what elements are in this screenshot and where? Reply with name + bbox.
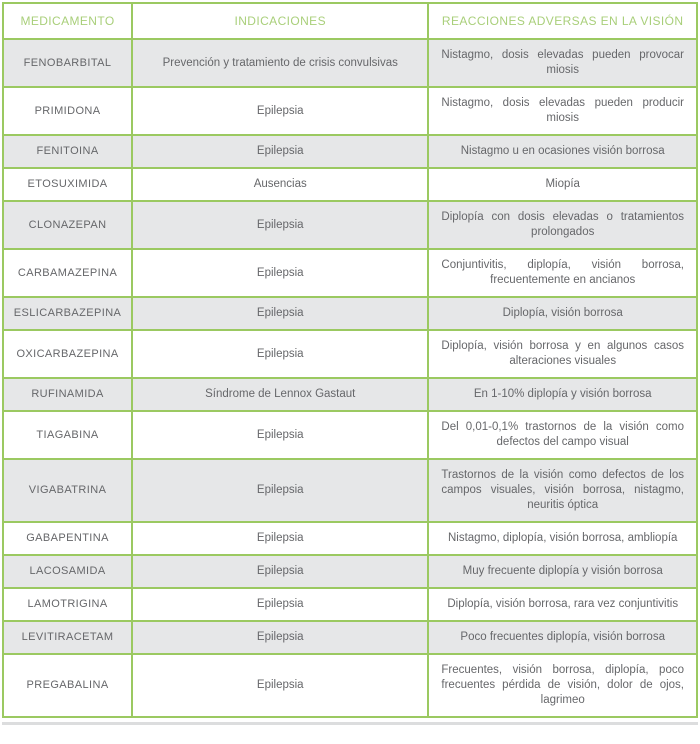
cell-medicamento: LACOSAMIDA — [3, 555, 132, 588]
cell-indicaciones: Epilepsia — [132, 588, 428, 621]
cell-medicamento: OXICARBAZEPINA — [3, 330, 132, 378]
cell-medicamento: CARBAMAZEPINA — [3, 249, 132, 297]
cell-medicamento: FENOBARBITAL — [3, 39, 132, 87]
table-row — [3, 135, 697, 168]
cell-reacciones: Conjuntivitis, diplopía, visión borrosa, frecuentemente en ancianos — [428, 249, 697, 297]
cell-reacciones: Trastornos de la visión como defectos de los campos visuales, visión borrosa, nistagmo, neuritis óptica — [428, 459, 697, 522]
cell-reacciones: Diplopía con dosis elevadas o tratamientos prolongados — [428, 201, 697, 249]
cell-reacciones: Frecuentes, visión borrosa, diplopía, poco frecuentes pérdida de visión, dolor de ojos, lagrimeo — [428, 654, 697, 717]
cell-reacciones: Miopía — [428, 168, 697, 201]
cell-reacciones: Muy frecuente diplopía y visión borrosa — [428, 555, 697, 588]
table-row — [3, 330, 697, 378]
cell-medicamento: RUFINAMIDA — [3, 378, 132, 411]
cell-medicamento: ESLICARBAZEPINA — [3, 297, 132, 330]
header-row — [3, 3, 697, 39]
cell-indicaciones: Síndrome de Lennox Gastaut — [132, 378, 428, 411]
cell-indicaciones: Prevención y tratamiento de crisis convulsivas — [132, 39, 428, 87]
cell-indicaciones: Epilepsia — [132, 411, 428, 459]
table-row — [3, 201, 697, 249]
cell-indicaciones: Epilepsia — [132, 201, 428, 249]
cell-reacciones: Diplopía, visión borrosa, rara vez conjuntivitis — [428, 588, 697, 621]
cell-medicamento: PRIMIDONA — [3, 87, 132, 135]
medication-table — [2, 2, 698, 718]
cell-reacciones: En 1-10% diplopía y visión borrosa — [428, 378, 697, 411]
cell-indicaciones: Epilepsia — [132, 87, 428, 135]
cell-medicamento: CLONAZEPAN — [3, 201, 132, 249]
table-row — [3, 249, 697, 297]
cell-indicaciones: Epilepsia — [132, 522, 428, 555]
table-row — [3, 168, 697, 201]
header-reacciones: REACCIONES ADVERSAS EN LA VISIÓN — [428, 3, 697, 39]
cell-medicamento: PREGABALINA — [3, 654, 132, 717]
table-row — [3, 522, 697, 555]
cell-medicamento: FENITOINA — [3, 135, 132, 168]
cell-medicamento: LAMOTRIGINA — [3, 588, 132, 621]
cell-reacciones: Del 0,01-0,1% trastornos de la visión como defectos del campo visual — [428, 411, 697, 459]
cell-reacciones: Diplopía, visión borrosa — [428, 297, 697, 330]
table-row — [3, 459, 697, 522]
table-row — [3, 39, 697, 87]
table-row — [3, 654, 697, 717]
table-row — [3, 621, 697, 654]
cell-reacciones: Nistagmo u en ocasiones visión borrosa — [428, 135, 697, 168]
header-indicaciones: INDICACIONES — [132, 3, 428, 39]
table-row — [3, 411, 697, 459]
table-row — [3, 555, 697, 588]
table-body — [3, 39, 697, 717]
cell-medicamento: ETOSUXIMIDA — [3, 168, 132, 201]
cell-indicaciones: Epilepsia — [132, 621, 428, 654]
cell-indicaciones: Epilepsia — [132, 249, 428, 297]
table-row — [3, 87, 697, 135]
cell-indicaciones: Ausencias — [132, 168, 428, 201]
cell-medicamento: GABAPENTINA — [3, 522, 132, 555]
cell-medicamento: LEVITIRACETAM — [3, 621, 132, 654]
cell-indicaciones: Epilepsia — [132, 654, 428, 717]
cell-indicaciones: Epilepsia — [132, 555, 428, 588]
table-row — [3, 588, 697, 621]
cell-medicamento: VIGABATRINA — [3, 459, 132, 522]
cell-reacciones: Nistagmo, dosis elevadas pueden provocar miosis — [428, 39, 697, 87]
table-row — [3, 297, 697, 330]
table-row — [3, 378, 697, 411]
cell-indicaciones: Epilepsia — [132, 297, 428, 330]
cell-indicaciones: Epilepsia — [132, 330, 428, 378]
cell-indicaciones: Epilepsia — [132, 459, 428, 522]
cell-reacciones: Diplopía, visión borrosa y en algunos casos alteraciones visuales — [428, 330, 697, 378]
header-medicamento: MEDICAMENTO — [3, 3, 132, 39]
cell-reacciones: Nistagmo, diplopía, visión borrosa, ambliopía — [428, 522, 697, 555]
cell-reacciones: Poco frecuentes diplopía, visión borrosa — [428, 621, 697, 654]
cell-medicamento: TIAGABINA — [3, 411, 132, 459]
cell-reacciones: Nistagmo, dosis elevadas pueden producir miosis — [428, 87, 697, 135]
table-header — [3, 3, 697, 39]
cutoff-next-row-strip — [2, 722, 698, 725]
cell-indicaciones: Epilepsia — [132, 135, 428, 168]
